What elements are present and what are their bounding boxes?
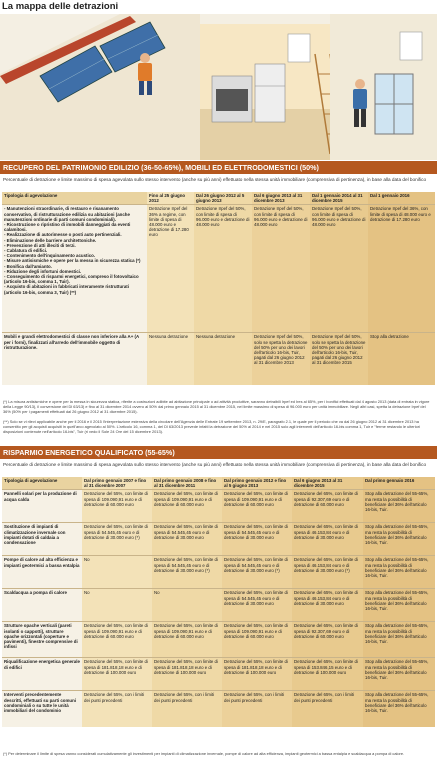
table-row: [2, 333, 435, 385]
table-cell: No: [82, 589, 152, 622]
column-header: Tipologia di agevolazione: [2, 192, 147, 205]
table-row: [2, 523, 435, 556]
column-header: Dal primo gennaio 2016: [363, 477, 435, 490]
section1-table: [2, 192, 435, 385]
section2-intro: Percentuale di detrazione e limite massimo di spesa agevolata sullo stesso intervento (anche su più anni) effettuato nella stessa unità immobiliare (comprensiva di pertinenza), in base alla data del bonifico: [3, 462, 427, 467]
column-header: Dal primo gennaio 2007 e fino al 31 dicembre 2007: [82, 477, 152, 490]
table-cell: Stop alla detrazione del 55-65%, ma resta la possibilità di beneficiare del 36% dell'articolo 16-bis, Tuir.: [363, 523, 435, 556]
table-cell: Detrazione del 55%, con limite di spesa di 54.545,45 euro e di detrazione di 30.000 euro (*): [152, 556, 222, 589]
table-cell: Detrazione Irpef del 36% a regime, con limite di spesa di 48.000 euro e detrazione di 17.280 euro: [147, 205, 194, 333]
table-cell: Stop alla detrazione del 55-65%, ma resta la possibilità di beneficiare del 36% dell'articolo 16-bis, Tuir.: [363, 622, 435, 658]
row-label: Mobili e grandi elettrodomestici di classe non inferiore alla A+ (A per i forni), finalizzati all'arredo dell'immobile oggetto di ristrutturazione.: [2, 333, 147, 385]
column-header: Dal primo gennaio 2012 e fino al 5 giugno 2013: [222, 477, 292, 490]
row-label: Pompe di calore ad alta efficienza e impianti geotermici a bassa entalpia: [2, 556, 82, 589]
column-header: Dal 6 giugno 2013 al 31 dicembre 2013: [252, 192, 310, 205]
section1-note-2: (**) Solo se vi rilevi applicabile anche per il 2016 e il 2015 l'interpretazione estensiva della circolare dell'Agenzia delle Entrate 19 settembre 2013, n. 29/E, paragrafo 2.1, le quale per il periodo che va dal 26 giugno 2012 al 31 dicembre 2013 ha consentito per gli acquisti acquisiti in quell'arco agevolato al 50%. L'articolo 16, comma 1, del Dl 63/2013 prevede infatti la detrazione del 50% al 2014 e nel 2015 solo agli interventi dell'articolo 16-bis comma 1, Tuir e "ferme restando le ulteriori disposizioni contenute nell'articolo 16-bis", Tuir (ri vedo il Sole 24 Ore del 15 dicembre 2013).: [3, 419, 420, 434]
table-cell: Nessuna detrazione: [194, 333, 252, 385]
column-header: Tipologia di agevolazione: [2, 477, 82, 490]
table-cell: Stop alla detrazione: [368, 333, 435, 385]
row-label: Strutture opache verticali (pareti isolanti o cappotti), strutture opache orizzontali (coperture e pavimenti), finestre comprensive di infissi: [2, 622, 82, 658]
column-header: Dal 26 giugno 2012 al 5 giugno 2013: [194, 192, 252, 205]
table-cell: Stop alla detrazione del 55-65%, ma resta la possibilità di beneficiare del 36% dell'articolo 16-bis, Tuir.: [363, 556, 435, 589]
window-icon: [375, 74, 413, 134]
table-cell: Detrazione Irpef del 50%, con limite di spesa di 96.000 euro e detrazione di 48.000 euro: [252, 205, 310, 333]
table-cell: Detrazione del 55%, con limite di spesa di 54.545,45 euro e di detrazione di 30.000 euro: [222, 523, 292, 556]
table-cell: Detrazione Irpef del 50%, con limite di spesa di 96.000 euro e detrazione di 48.000 euro: [310, 205, 368, 333]
table-cell: Detrazione del 55%, con i limiti dei punti precedenti: [82, 691, 152, 727]
table-cell: Detrazione del 55%, con limite di spesa di 181.818,18 euro e di detrazione di 100.000 euro: [152, 658, 222, 691]
table-cell: No: [152, 589, 222, 622]
table-row: [2, 205, 435, 333]
row-label: Pannelli solari per la produzione di acqua calda: [2, 490, 82, 523]
table-cell: Detrazione del 55%, con limite di spesa di 109.090,91 euro e di detrazione di 60.000 euro: [82, 490, 152, 523]
table-cell: Stop alla detrazione del 55-65%, ma resta la possibilità di beneficiare del 36% dell'articolo 16-bis, Tuir.: [363, 490, 435, 523]
table-cell: Stop alla detrazione del 55-65%, ma resta la possibilità di beneficiare del 36% dell'articolo 16-bis, Tuir.: [363, 658, 435, 691]
table-cell: Detrazione del 55%, con limite di spesa di 54.545,45 euro e di detrazione di 30.000 euro (*): [82, 523, 152, 556]
table-cell: Detrazione del 65%, con i limiti dei punti precedenti: [292, 691, 363, 727]
table-row: [2, 622, 435, 658]
column-header: Dal primo gennaio 2008 e fino al 31 dicembre 2011: [152, 477, 222, 490]
table-header-row: [2, 192, 435, 205]
table-cell: Stop alla detrazione del 55-65%, ma resta la possibilità di beneficiare del 36% dell'articolo 16-bis, Tuir.: [363, 691, 435, 727]
section2-note: (*) Per determinare il limite di spesa vanno considerati cumulativamente gli investimenti per impianti di climatizzazione invernale, pompe di calore ad alta efficienza, impianti geotermici a bassa entalpia e scaldacqua a pompa di calore.: [3, 751, 405, 756]
table-cell: Detrazione del 65%, con limite di spesa di 153.846,15 euro e di detrazione di 100.000 euro: [292, 658, 363, 691]
table-cell: Detrazione del 65%, con limite di spesa di 92.307,69 euro e di detrazione di 60.000 euro: [292, 622, 363, 658]
table-row: [2, 658, 435, 691]
table-cell: Detrazione del 65%, con limite di spesa di 46.153,84 euro e di detrazione di 30.000 euro (*): [292, 556, 363, 589]
table-cell: Detrazione del 55%, con limite di spesa di 181.818,18 euro e di detrazione di 100.000 euro: [82, 658, 152, 691]
table-cell: Detrazione Irpef del 50%, solo se spetta la detrazione del 50% per uno dei lavori dell'articolo 16-bis, Tuir, pagati dal 26 giugno 2012 al 31 dicembre 2013: [252, 333, 310, 385]
row-label: Interventi precedentemente descritti, effettuati su parti comuni condominiali o su tutte le unità immobiliari del condominio: [2, 691, 82, 727]
column-header: Fino al 25 giugno 2012: [147, 192, 194, 205]
table-cell: Detrazione del 55%, con i limiti dei punti precedenti: [152, 691, 222, 727]
boiler-icon: [400, 32, 422, 60]
table-row: [2, 691, 435, 727]
row-label: Scaldacqua a pompa di calore: [2, 589, 82, 622]
table-cell: Detrazione del 55%, con limite di spesa di 109.090,91 euro e di detrazione di 60.000 euro: [82, 622, 152, 658]
row-label: Riqualificazione energetica generale di edifici: [2, 658, 82, 691]
table-cell: Detrazione del 65%, con limite di spesa di 92.307,69 euro e di detrazione di 60.000 euro: [292, 490, 363, 523]
section1-note-1: (*) La misura antisismiche e opere per la messa in sicurezza statica, riferite a costruzioni adibite ad abitazione principale o ad attività produttive, saranno detraibili Irpef ed Ires al 65%, per i bonifici effettuati dal 4 agosto 2013 (data di entrata in vigore della Legge 90/13), il conversione del Dl 63/13) e fino al 31 dicembre 2014 ovvero al 50% dal primo gennaio 2015 al 31 dicembre 2015, nel limite massimo di spesa di 96.000 euro per unità immobiliare. Negli altri casi, spetta la detrazione Irpef del 36% (50% per i pagamenti effettuati dal 26 giugno 2012 al 31 dicembre 2015).: [3, 399, 430, 414]
table-cell: Detrazione Irpef del 50%, solo se spetta la detrazione del 50% per uno dei lavori dell'articolo 16-bis, Tuir, pagati dal 26 giugno 2012 al 31 dicembre 2015: [310, 333, 368, 385]
section1-header: RECUPERO DEL PATRIMONIO EDILIZIO (36-50-65%), MOBILI ED ELETTRODOMESTICI (50%): [0, 161, 437, 174]
section2-table: [2, 477, 435, 727]
column-header: Dal 1 gennaio 2014 al 31 dicembre 2015: [310, 192, 368, 205]
table-cell: Detrazione del 65%, con limite di spesa di 46.153,84 euro e di detrazione di 30.000 euro: [292, 523, 363, 556]
column-header: Dal 1 gennaio 2016: [368, 192, 435, 205]
house-renovation-illustration: [0, 14, 437, 160]
section1-intro: Percentuale di detrazione e limite massimo di spesa agevolata sullo stesso intervento (anche su più anni) effettuato nella stessa unità immobiliare (comprensiva di pertinenza), in base alla data del bonifico: [3, 177, 427, 182]
table-cell: Detrazione del 65%, con limite di spesa di 46.153,84 euro e di detrazione di 30.000 euro: [292, 589, 363, 622]
table-cell: Detrazione del 55%, con limite di spesa di 109.090,91 euro e di detrazione di 60.000 euro: [152, 622, 222, 658]
table-cell: Detrazione del 55%, con limite di spesa di 109.090,91 euro e di detrazione di 60.000 euro: [222, 622, 292, 658]
table-cell: Detrazione del 55%, con limite di spesa di 54.545,45 euro e di detrazione di 30.000 euro (*): [222, 556, 292, 589]
table-cell: Stop alla detrazione del 55-65%, ma resta la possibilità di beneficiare del 36% dell'articolo 16-bis, Tuir.: [363, 589, 435, 622]
table-row: [2, 556, 435, 589]
table-cell: Detrazione Irpef del 50%, con limite di spesa di 96.000 euro e detrazione di 48.000 euro: [194, 205, 252, 333]
table-row: [2, 589, 435, 622]
table-cell: No: [82, 556, 152, 589]
row-label: - Manutenzioni straordinarie, di restauro e risanamento conservativo, di ristrutturazione edilizia su abitazioni (anche manutenzioni ordinarie di parti comuni condominiali). - Ricostruzione o ripristino di immobili danneggiati da eventi calamitosi. - Realizzazione di autorimesse o posti auto pertinenziali. - Eliminazione delle barriere architettoniche. - Prevenzione di atti illeciti di terzi. - Cablatura di edifici. - Contenimento dell'inquinamento acustico. - Misure antisismiche e opere per la messa in sicurezza statica (*) - Bonifica dall'amianto. - Riduzione degli infortuni domestici. - Conseguimento di risparmi energetici, compreso il fotovoltaico (articolo 16-bis, comma 1, Tuir). - Acquisto di abitazioni in fabbricati interamente ristrutturati (articolo 16-bis, comma 3, Tuir) (**): [2, 205, 147, 333]
table-cell: Detrazione del 55%, con i limiti dei punti precedenti: [222, 691, 292, 727]
column-header: Dal 6 giugno 2013 al 31 dicembre 2015: [292, 477, 363, 490]
table-header-row: [2, 477, 435, 490]
table-cell: Detrazione del 55%, con limite di spesa di 54.545,45 euro e di detrazione di 30.000 euro: [222, 589, 292, 622]
section2-header: RISPARMIO ENERGETICO QUALIFICATO (55-65%): [0, 446, 437, 459]
table-cell: Detrazione Irpef del 36%, con limite di spesa di 48.000 euro e detrazione di 17.280 euro: [368, 205, 435, 333]
table-cell: Nessuna detrazione: [147, 333, 194, 385]
table-cell: Detrazione del 55%, con limite di spesa di 181.818,18 euro e di detrazione di 100.000 euro: [222, 658, 292, 691]
table-cell: Detrazione del 55%, con limite di spesa di 109.090,91 euro e di detrazione di 60.000 euro: [152, 490, 222, 523]
table-cell: Detrazione del 55%, con limite di spesa di 54.545,45 euro e di detrazione di 30.000 euro: [152, 523, 222, 556]
table-row: [2, 490, 435, 523]
row-label: Sostituzione di impianti di climatizzazione invernale con impianti dotati di caldaia a condensazione: [2, 523, 82, 556]
page-title: La mappa delle detrazioni: [2, 1, 119, 12]
table-cell: Detrazione del 55%, con limite di spesa di 109.090,91 euro e di detrazione di 60.000 euro: [222, 490, 292, 523]
